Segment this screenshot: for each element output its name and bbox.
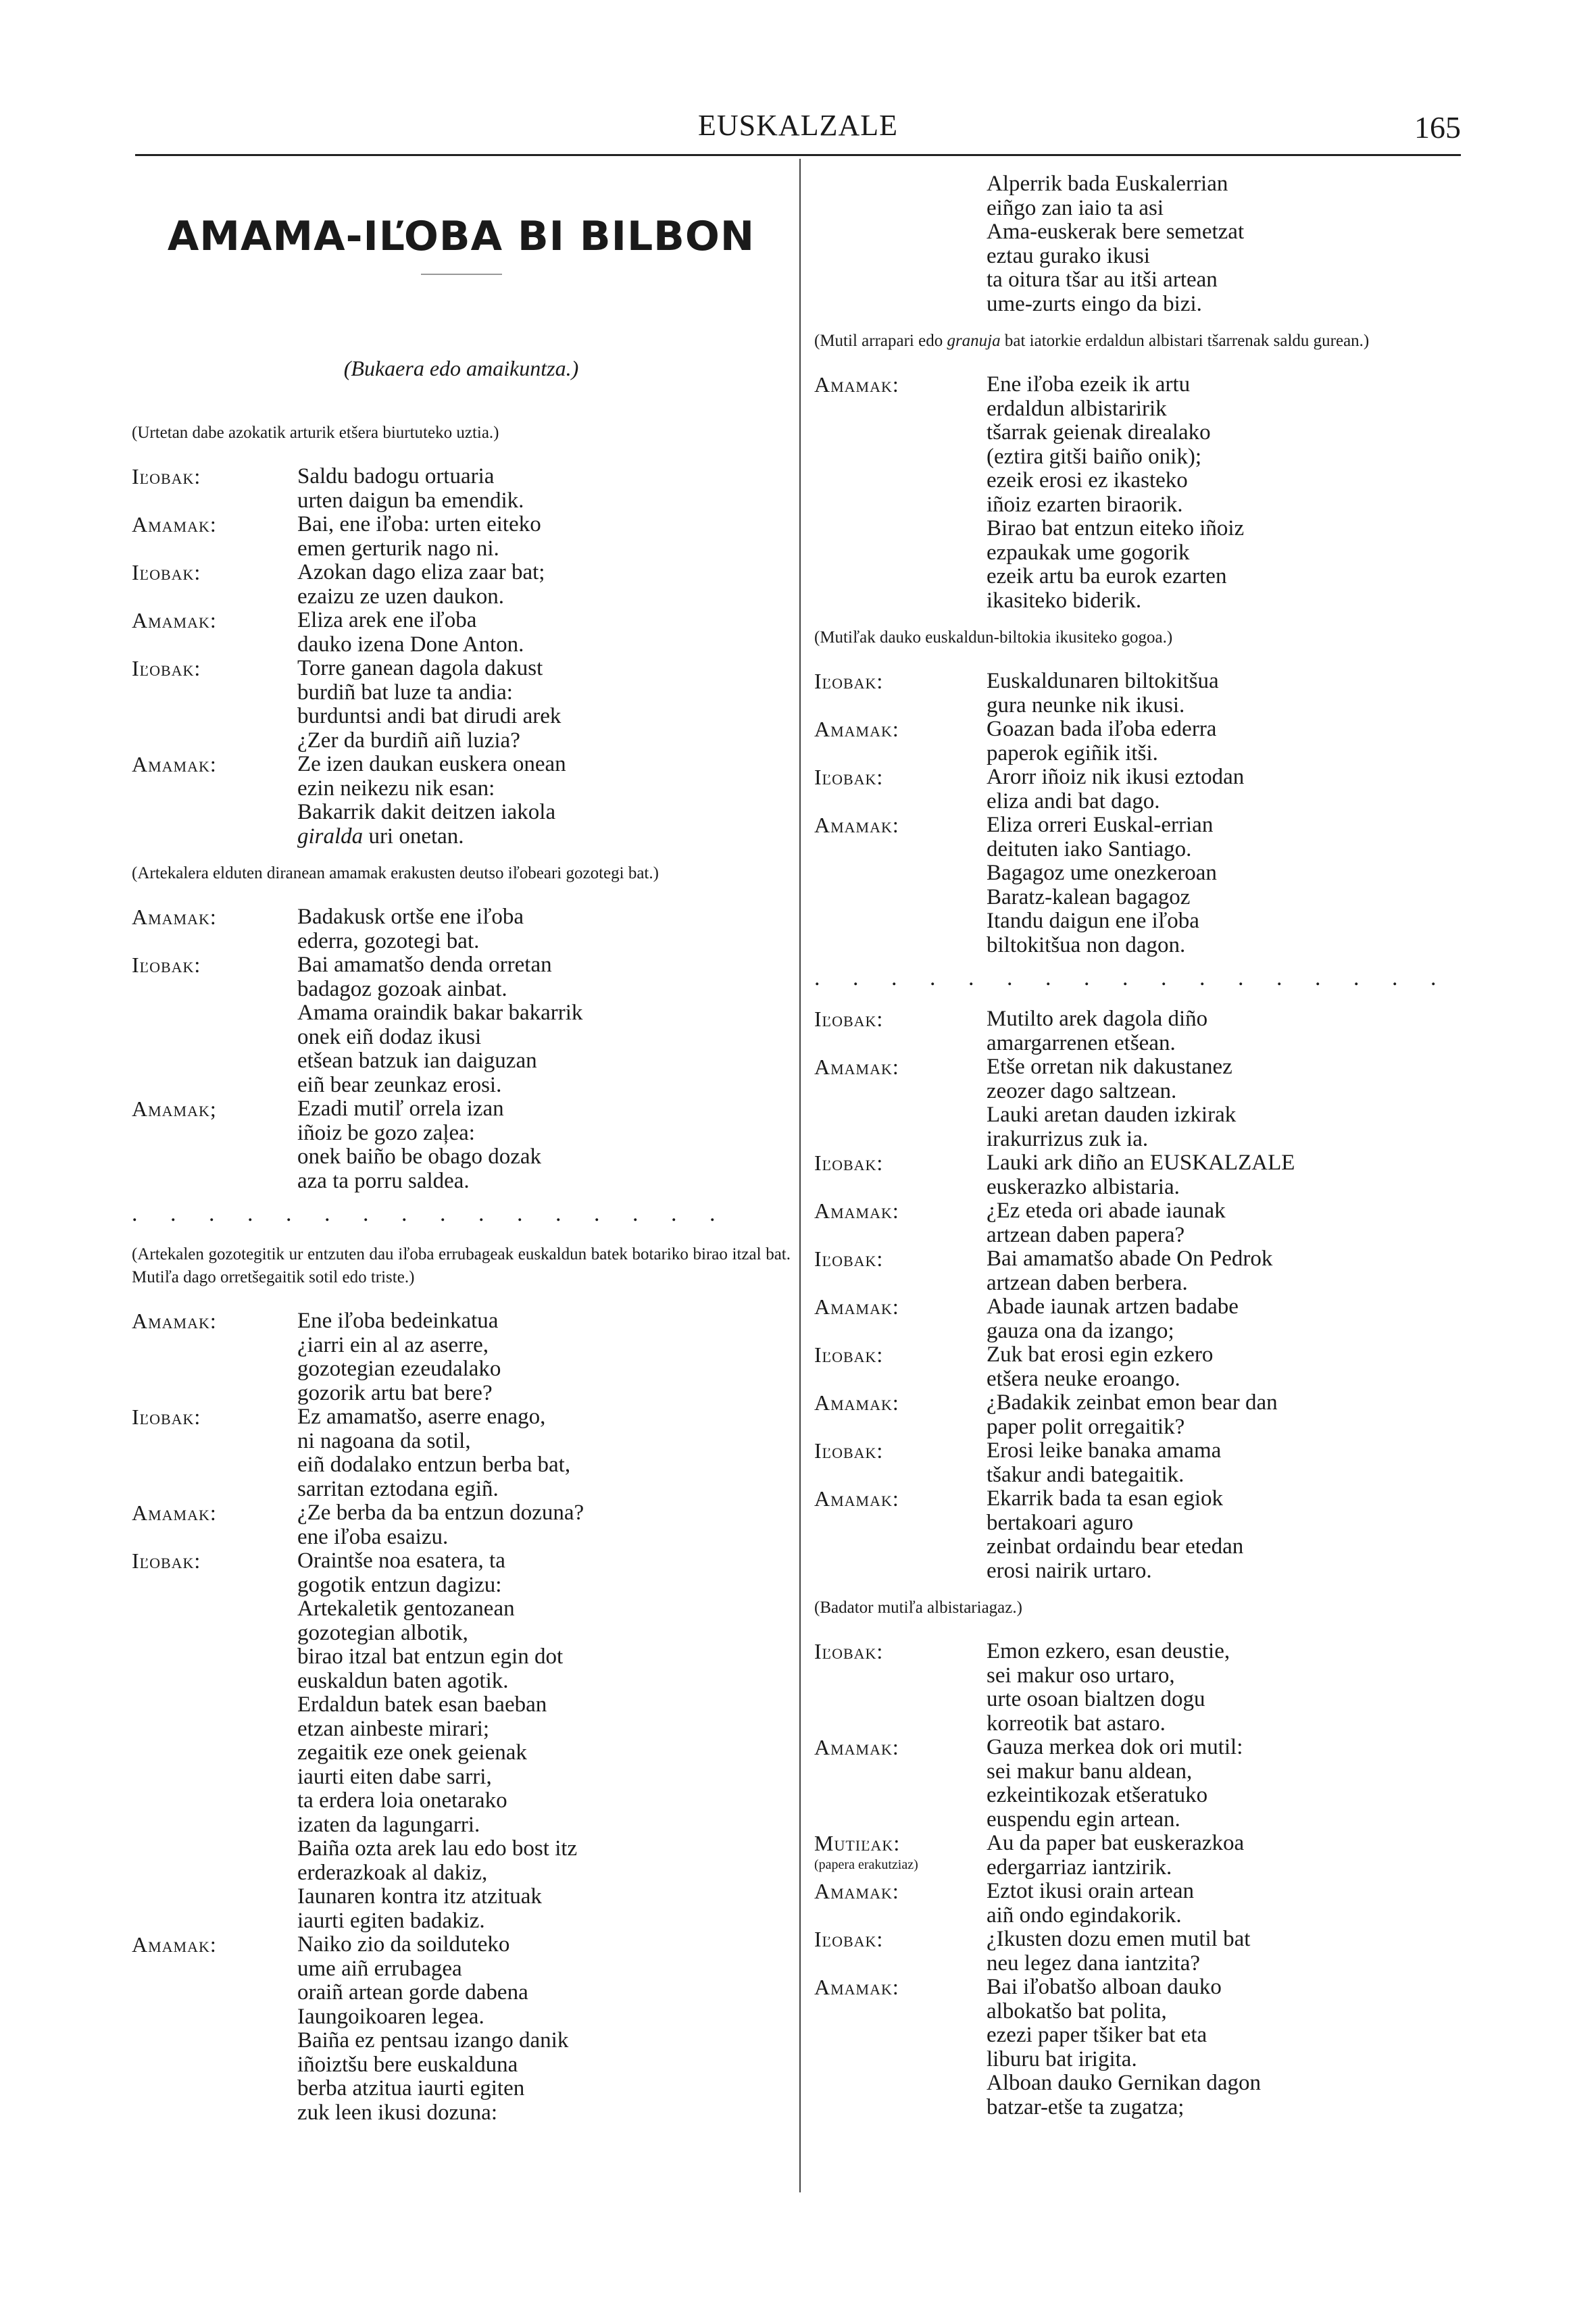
speaker-label (814, 1199, 987, 1247)
dialog-stanza (814, 373, 1483, 613)
verse-line: zeozer dago saltzean. (987, 1078, 1177, 1103)
verse-line: zeinbat ordaindu bear etedan (987, 1534, 1244, 1559)
verse-line: burdiñ bat luze ta andia: (297, 680, 513, 705)
speaker-name: Iľobak: (814, 1438, 884, 1463)
right-column (814, 172, 1483, 2119)
verse-line: neu legez dana iantzita? (987, 1951, 1201, 1976)
verse-line: urte osoan bialtzen dogu (987, 1687, 1205, 1711)
speaker-label (132, 1309, 297, 1405)
column-divider (799, 159, 801, 2192)
speaker-name: Iľobak: (132, 560, 201, 584)
verse-line: eztau gurako ikusi (987, 243, 1150, 268)
verse-line: eiñ dodalako entzun berba bat, (297, 1453, 571, 1477)
dialog-stanza (814, 1151, 1483, 1199)
stage-direction: (Mutiľak dauko euskaldun-biltokia ikusiteko gogoa.) (814, 628, 1173, 647)
verse-line: bertakoari aguro (987, 1510, 1134, 1535)
verse-line: ikasiteko biderik. (987, 588, 1142, 613)
dialog-stanza (814, 1055, 1483, 1151)
verse-line: Etše orretan nik dakustanez (987, 1055, 1232, 1079)
verse-line: Ama-euskerak bere semetzat (987, 220, 1245, 244)
speaker-name: Iľobak: (132, 464, 201, 488)
verse-line: Arorr iñoiz nik ikusi eztodan (987, 765, 1245, 789)
speaker-name: Amamak: (814, 1975, 899, 1999)
speaker-label (132, 1405, 297, 1501)
verse-line: edergarriaz iantzirik. (987, 1855, 1172, 1880)
stage-emphasis: granuja (947, 332, 1001, 350)
dialog-stanza (132, 905, 791, 953)
verse-line: Eliza arek ene iľoba (297, 608, 477, 632)
verse-line: ni nagoana da sotil, (297, 1428, 471, 1453)
dialog-stanza (132, 753, 791, 825)
verse-line: Ene iľoba ezeik ik artu (987, 372, 1191, 397)
speaker-label (132, 1501, 297, 1549)
verse-line: etšera neuke eroango. (987, 1366, 1180, 1391)
verse-line: (eztira gitši baiño onik); (987, 444, 1201, 469)
journal-title: EUSKALZALE (698, 109, 898, 142)
verse-line: Alboan dauko Gernikan dagon (987, 2071, 1261, 2095)
dialog-block (132, 1309, 791, 2125)
verse-line: artzean daben berbera. (987, 1270, 1188, 1295)
verse-line: Bai, ene iľoba: urten eiteko (297, 512, 541, 536)
verse-line: Badakusk ortše ene iľoba (297, 905, 524, 929)
speaker-label (132, 513, 297, 561)
speaker-label (132, 465, 297, 513)
verse-line: oraiñ artean gorde dabena (297, 1980, 528, 2005)
dialog-stanza (132, 513, 791, 561)
verse-line: ¿Ze berba da ba entzun dozuna? (297, 1501, 584, 1525)
verse-line: euskerazko albistaria. (987, 1174, 1180, 1199)
verse-line: iñoiz ezarten biraorik. (987, 492, 1183, 517)
verse-line: ¿Ez eteda ori abade iaunak (987, 1199, 1226, 1223)
speaker-name: Amamak: (814, 1294, 899, 1319)
verse-line: paperok egiñik itši. (987, 740, 1158, 765)
speaker-label (132, 657, 297, 753)
speaker-label (132, 905, 297, 953)
speaker-label (132, 1933, 297, 2125)
speaker-name: Amamak: (814, 1735, 899, 1759)
verse-line: erosi nairik urtaro. (987, 1558, 1152, 1583)
verse-line: artzean daben papera? (987, 1222, 1185, 1247)
verse-line: izaten da lagungarri. (297, 1812, 480, 1837)
dialog-stanza (814, 1880, 1483, 1928)
speaker-name: Amamak: (814, 372, 899, 397)
speaker-name: Iľobak: (814, 1007, 884, 1031)
verse-line: erdaldun albistaririk (987, 396, 1167, 421)
speaker-label (814, 1439, 987, 1487)
verse-line: iñoiz be gozo zaļea: (297, 1120, 475, 1145)
verse-line: eiñgo zan iaio ta asi (987, 195, 1164, 220)
dialog-stanza (814, 765, 1483, 813)
speaker-label (132, 1097, 297, 1193)
verse-line: emen gerturik nago ni. (297, 536, 499, 561)
verse-line: irakurrizus zuk ia. (987, 1126, 1149, 1151)
verse-line: Eliza orreri Euskal-errian (987, 813, 1214, 837)
verse-line: Iaungoikoaren legea. (297, 2004, 484, 2029)
stage-direction: (Urtetan dabe azokatik arturik etšera biurtuteko uztia.) (132, 424, 499, 442)
verse-line: sei makur oso urtaro, (987, 1663, 1175, 1688)
verse-line: deituten iako Santiago. (987, 836, 1192, 861)
verse-line: urten daigun ba emendik. (297, 488, 524, 513)
dialog-stanza (814, 1976, 1483, 2119)
dialog-stanza (814, 1391, 1483, 1439)
verse-line: tšarrak geienak direalako (987, 420, 1211, 445)
verse-line: Bakarrik dakit deitzen iakola (297, 800, 556, 824)
dialog-stanza (814, 1295, 1483, 1343)
speaker-name: Amamak: (132, 1309, 217, 1333)
verse-line: Itandu daigun ene iľoba (987, 909, 1199, 933)
speaker-name: Iľobak: (814, 1247, 884, 1271)
header-rule (135, 154, 1461, 156)
speaker-label (132, 561, 297, 609)
verse-line: ume-zurts eingo da bizi. (987, 291, 1202, 316)
verse-line: Gauza merkea dok ori mutil: (987, 1735, 1243, 1759)
verse-line: Goazan bada iľoba ederra (987, 717, 1217, 741)
verse-line: Ez amamatšo, aserre enago, (297, 1405, 546, 1429)
verse-line: Baiña ez pentsau izango danik (297, 2028, 569, 2053)
dialog-stanza (814, 1199, 1483, 1247)
verse-block (814, 172, 1483, 316)
verse-line: korreotik bat astaro. (987, 1711, 1166, 1736)
verse-line: berba atzitua iaurti egiten (297, 2076, 525, 2101)
verse-line: gauza ona da izango; (987, 1318, 1174, 1343)
verse-line: Euskaldunaren biltokitšua (987, 669, 1219, 693)
speaker-label (132, 609, 297, 657)
verse-line: ta oitura tšar au itši artean (987, 268, 1218, 292)
verse-line: badagoz gozoak ainbat. (297, 976, 507, 1001)
speaker-label (814, 1055, 987, 1151)
speaker-label (814, 1151, 987, 1199)
verse-line: Bai iľobatšo alboan dauko (987, 1975, 1222, 1999)
verse-line: gozotegian albotik, (297, 1620, 468, 1645)
dialog-stanza (814, 1343, 1483, 1391)
speaker-name: Amamak: (814, 1879, 899, 1903)
speaker-name: Amamak: (132, 512, 217, 536)
dialog-stanza (132, 1097, 791, 1193)
speaker-label (814, 1343, 987, 1391)
verse-line (297, 825, 791, 849)
verse-line: Ze izen daukan euskera onean (297, 752, 566, 776)
speaker-name: Iľobak: (814, 669, 884, 693)
speaker-name: Amamak: (132, 608, 217, 632)
giralda-rest: uri onetan. (363, 824, 464, 849)
speaker-label (814, 718, 987, 765)
verse-line: ezezi paper tšiker bat eta (987, 2023, 1207, 2047)
stage-text: bat iatorkie erdaldun albistari tšarrenak saldu gurean.) (1000, 332, 1370, 350)
verse-line: Torre ganean dagola dakust (297, 656, 543, 680)
speaker-name: Iľobak: (132, 1549, 201, 1573)
speaker-label (814, 670, 987, 718)
dialog-stanza (132, 1405, 791, 1501)
verse-line: ta erdera loia onetarako (297, 1788, 507, 1813)
speaker-label (132, 753, 297, 825)
speaker-label (132, 1549, 297, 1933)
verse-line: Eztot ikusi orain artean (987, 1879, 1194, 1903)
speaker-label (814, 1928, 987, 1976)
dialog-block (814, 1007, 1483, 1583)
verse-line: Lauki ark diño an EUSKALZALE (987, 1151, 1295, 1175)
verse-line: amargarrenen etšean. (987, 1030, 1176, 1055)
speaker-label (814, 1832, 987, 1880)
verse-line: burduntsi andi bat dirudi arek (297, 704, 562, 728)
speaker-name: Iľobak: (814, 1342, 884, 1367)
verse-line: Baratz-kalean bagagoz (987, 884, 1191, 909)
verse-line: ume aiñ errubagea (297, 1956, 462, 1981)
speaker-label (814, 1007, 987, 1055)
stage-text: (Mutil arrapari edo (814, 332, 947, 350)
speaker-name: Iľobak: (814, 1151, 884, 1175)
verse-line: iaurti eiten dabe sarri, (297, 1764, 492, 1789)
dialog-stanza (132, 1501, 791, 1549)
verse-line: Amama oraindik bakar bakarrik (297, 1001, 583, 1025)
dialog-stanza (132, 953, 791, 1097)
verse-line: aiñ ondo egindakorik. (987, 1903, 1182, 1928)
verse-line: Emon ezkero, esan deustie, (987, 1639, 1230, 1663)
verse-line: albokatšo bat polita, (987, 1998, 1167, 2023)
giralda-line-row (132, 825, 791, 849)
verse-line: etzan ainbeste mirari; (297, 1716, 490, 1741)
dialog-stanza (814, 670, 1483, 718)
speaker-label (814, 1295, 987, 1343)
verse-line: gozorik artu bat bere? (297, 1380, 493, 1405)
stage-direction: (Artekalen gozotegitik ur entzuten dau iľoba errubageak euskaldun batek botariko birao itzal bat. Mutiľa dago orretšegaitik sotil edo triste.) (132, 1245, 791, 1286)
verse-line: ¿iarri ein al az aserre, (297, 1332, 489, 1357)
verse-line: ezaizu ze uzen daukon. (297, 584, 504, 609)
speaker-label (814, 1736, 987, 1832)
verse-line: ezeik erosi ez ikasteko (987, 468, 1188, 493)
dialog-stanza (132, 609, 791, 657)
speaker-label (814, 1880, 987, 1928)
speaker-name: Amamak: (814, 1055, 899, 1079)
verse-line: Naiko zio da soilduteko (297, 1932, 510, 1957)
speaker-label (814, 1247, 987, 1295)
dialog-stanza (814, 1487, 1483, 1583)
dialog-block (814, 373, 1483, 613)
speaker-name: Amamak: (814, 813, 899, 837)
verse-line: birao itzal bat entzun egin dot (297, 1644, 564, 1669)
speaker-label (814, 813, 987, 957)
dialog-stanza (132, 561, 791, 609)
verse-line: sei makur banu aldean, (987, 1759, 1193, 1784)
poem-title: AMAMA-IĽOBA BI BILBON (167, 213, 755, 260)
verse-line: ederra, gozotegi bat. (297, 928, 480, 953)
speaker-note: (papera erakutziaz) (814, 1857, 918, 1872)
verse-line: eiñ bear zeunkaz erosi. (297, 1072, 502, 1097)
verse-line: etšean batzuk ian daiguzan (297, 1049, 537, 1073)
speaker-name: Amamak: (132, 1501, 217, 1525)
speaker-label (814, 765, 987, 813)
speaker-label (132, 953, 297, 1097)
verse-line: Oraintše noa esatera, ta (297, 1549, 505, 1573)
verse-line: ¿Zer da burdiñ aiñ luzia? (297, 728, 520, 753)
dialog-stanza (814, 1928, 1483, 1976)
speaker-label (814, 1640, 987, 1736)
dialog-stanza (132, 657, 791, 753)
verse-line: iñoiztšu bere euskalduna (297, 2052, 518, 2077)
verse-line: zuk leen ikusi dozuna: (297, 2100, 498, 2125)
speaker-name: Iľobak: (814, 1639, 884, 1663)
verse-line: euskaldun baten agotik. (297, 1668, 509, 1693)
verse-line: ezpaukak ume gogorik (987, 540, 1190, 565)
speaker-name: Iľobak: (132, 656, 201, 680)
speaker-label (814, 1976, 987, 2119)
verse-line: Baiña ozta arek lau edo bost itz (297, 1836, 578, 1861)
ellipsis-dots: . . . . . . . . . . . . . . . . (132, 1201, 729, 1226)
verse-line: Bai amamatšo abade On Pedrok (987, 1247, 1273, 1271)
verse-line: Ene iľoba bedeinkatua (297, 1309, 499, 1333)
speaker-label (814, 1391, 987, 1439)
verse-line: tšakur andi bategaitik. (987, 1462, 1184, 1487)
speaker-name: Iľobak: (132, 953, 201, 977)
verse-lines (987, 172, 1483, 316)
stage-direction: (Artekalera elduten diranean amamak erakusten deutso iľobeari gozotegi bat.) (132, 864, 659, 882)
verse-line: Saldu badogu ortuaria (297, 464, 495, 488)
running-header (135, 101, 1461, 155)
verse-line: erderazkoak al dakiz, (297, 1860, 488, 1885)
verse-line: paper polit orregaitik? (987, 1414, 1185, 1439)
verse-line: gozotegian ezeudalako (297, 1357, 501, 1381)
verse-line: dauko izena Done Anton. (297, 632, 524, 657)
poem-subtitle: (Bukaera edo amaikuntza.) (343, 356, 579, 380)
dialog-stanza (814, 1439, 1483, 1487)
dialog-stanza (814, 1832, 1483, 1880)
dialog-stanza (814, 1007, 1483, 1055)
speaker-name: Amamak: (814, 1390, 899, 1415)
dialog-stanza (132, 1933, 791, 2125)
dialog-stanza (814, 1640, 1483, 1736)
dialog-stanza (814, 1247, 1483, 1295)
speaker-name: Amamak: (132, 752, 217, 776)
speaker-name: Iľobak: (132, 1405, 201, 1429)
dialog-stanza (132, 465, 791, 513)
dialog-stanza (132, 1549, 791, 1933)
verse-line: Lauki aretan dauden izkirak (987, 1103, 1237, 1127)
speaker-name: Amamak; (132, 1097, 217, 1121)
verse-line: aza ta porru saldea. (297, 1168, 470, 1193)
ellipsis-dots: . . . . . . . . . . . . . . . . . (814, 965, 1450, 990)
verse-line: batzar-etše ta zugatza; (987, 2094, 1184, 2119)
dialog-block (814, 1640, 1483, 2119)
speaker-name: Amamak: (814, 717, 899, 741)
speaker-name: Mutiľak: (814, 1831, 901, 1855)
verse-line: Zuk bat erosi egin ezkero (987, 1342, 1214, 1367)
dialog-block (132, 465, 791, 825)
verse-line: Bai amamatšo denda orretan (297, 953, 552, 977)
verse-line: ene iľoba esaizu. (297, 1524, 449, 1549)
verse-line: Mutilto arek dagola diño (987, 1007, 1208, 1031)
speaker-name: Amamak: (132, 905, 217, 929)
dialog-stanza (814, 813, 1483, 957)
verse-line: gura neunke nik ikusi. (987, 693, 1185, 718)
verse-line: ¿Ikusten dozu emen mutil bat (987, 1927, 1251, 1951)
verse-line: Abade iaunak artzen badabe (987, 1294, 1239, 1319)
verse-line: Artekaletik gentozanean (297, 1596, 515, 1621)
verse-line: Erosi leike banaka amama (987, 1438, 1222, 1463)
verse-line: Au da paper bat euskerazkoa (987, 1831, 1245, 1855)
verse-line: iaurti egiten badakiz. (297, 1908, 485, 1933)
verse-line: gogotik entzun dagizu: (297, 1572, 502, 1597)
stage-direction: (Badator mutiľa albistariagaz.) (814, 1599, 1022, 1617)
dialog-block (814, 670, 1483, 957)
verse-line: ezin neikezu nik esan: (297, 776, 495, 801)
speaker-name: Amamak: (814, 1486, 899, 1511)
page-number: 165 (1414, 110, 1461, 145)
verse-line: liburu bat irigita. (987, 2046, 1137, 2071)
verse-line: Ezadi mutiľ orrela izan (297, 1097, 504, 1121)
verse-line: ¿Badakik zeinbat emon bear dan (987, 1390, 1278, 1415)
verse-line: eliza andi bat dago. (987, 788, 1160, 813)
verse-line: Ekarrik bada ta esan egiok (987, 1486, 1224, 1511)
speaker-name: Iľobak: (814, 1927, 884, 1951)
verse-line: ezkeintikozak etšeratuko (987, 1783, 1208, 1807)
verse-line: Erdaldun batek esan baeban (297, 1692, 547, 1717)
verse-line: sarritan eztodana egiñ. (297, 1476, 499, 1501)
verse-line: Iaunaren kontra itz atzituak (297, 1884, 542, 1909)
dialog-stanza (814, 1736, 1483, 1832)
speaker-label (814, 1487, 987, 1583)
dialog-block (132, 905, 791, 1193)
speaker-label (814, 373, 987, 613)
verse-line: zegaitik eze onek geienak (297, 1740, 527, 1765)
speaker-name: Amamak: (814, 1199, 899, 1223)
verse-line: onek eiñ dodaz ikusi (297, 1024, 482, 1049)
stage-direction (814, 330, 1483, 353)
giralda-word: giralda (297, 824, 364, 849)
verse-line: Azokan dago eliza zaar bat; (297, 560, 545, 584)
verse-line: biltokitšua non dagon. (987, 932, 1186, 957)
dialog-stanza (814, 718, 1483, 765)
verse-line: Bagagoz ume onezkeroan (987, 861, 1217, 885)
left-column (132, 172, 791, 2125)
speaker-name: Iľobak: (814, 765, 884, 789)
verse-line: onek baiño be obago dozak (297, 1145, 542, 1169)
dialog-stanza (132, 1309, 791, 1405)
verse-line: ezeik artu ba eurok ezarten (987, 564, 1227, 588)
verse-line: Birao bat entzun eiteko iñoiz (987, 516, 1245, 540)
verse-line: euspendu egin artean. (987, 1807, 1180, 1832)
title-rule (421, 274, 502, 275)
verse-line: Alperrik bada Euskalerrian (987, 172, 1228, 196)
speaker-name: Amamak: (132, 1932, 217, 1957)
